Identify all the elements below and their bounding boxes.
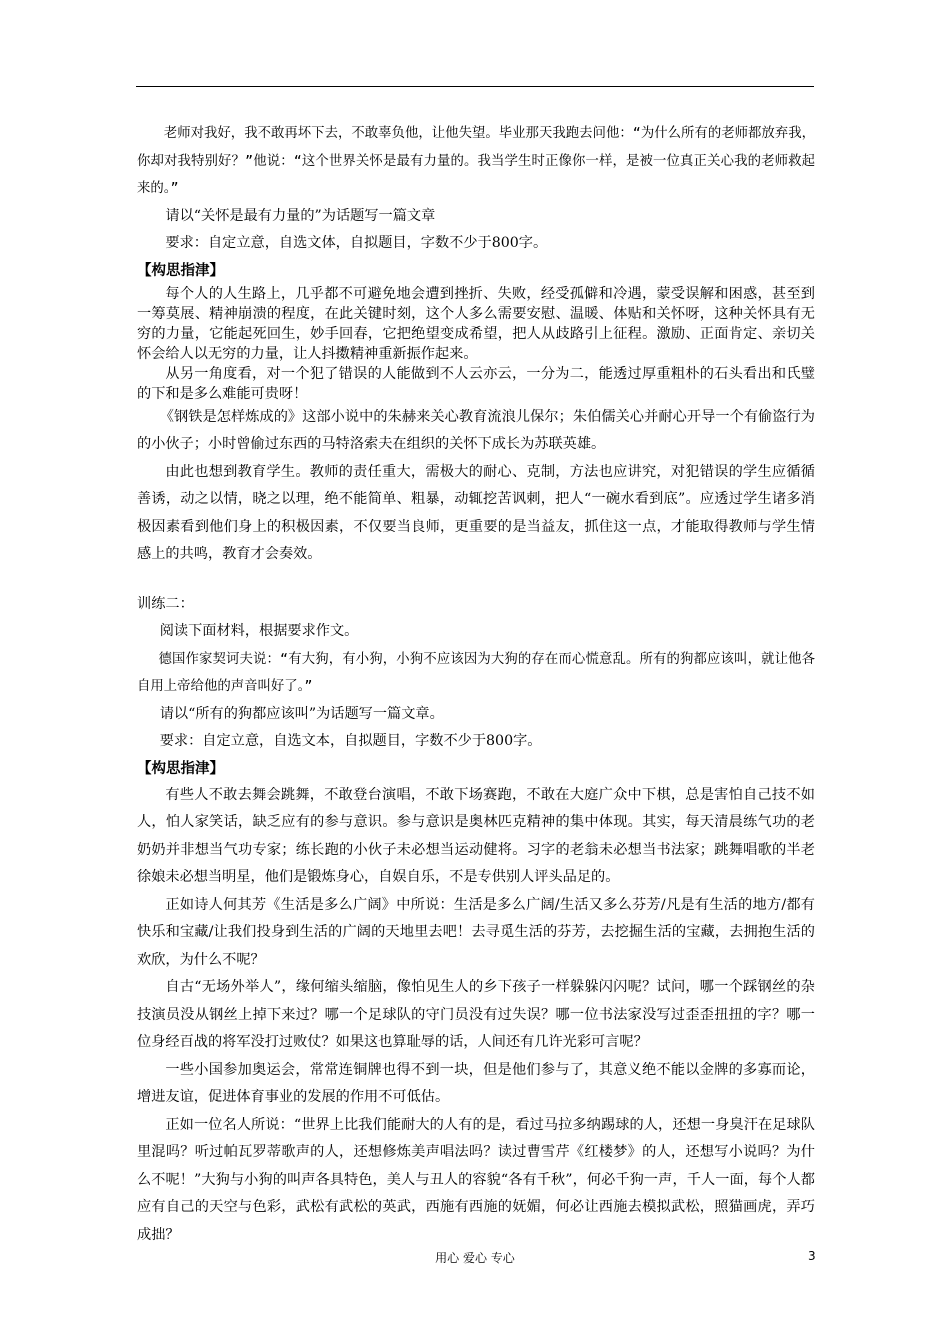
page-content xyxy=(137,120,815,1249)
footer-motto: 用心 爱心 专心 xyxy=(435,1251,515,1265)
guide-heading-2: 【构思指津】 xyxy=(137,759,224,777)
guide-paragraph: 自古“无场外举人”，缘何缩头缩脑，像怕见生人的乡下孩子一样躲躲闪闪呢？试问，哪一个踩钢丝的杂技演员没从钢丝上掉下来过？哪一个足球队的守门员没有过失误？哪一位书法家没写过歪歪扭扭的字？哪一位身经百战的将军没打过败仗？如果这也算耻辱的话，人间还有几许光彩可言呢？ xyxy=(137,979,815,1050)
topic-prompt-1: 请以“关怀是最有力量的”为话题写一篇文章 xyxy=(165,207,436,224)
guide-heading-1: 【构思指津】 xyxy=(137,261,224,279)
section-title-2: 训练二： xyxy=(137,595,194,612)
header-rule xyxy=(136,86,814,87)
guide-paragraph: 正如诗人何其芳《生活是多么广阔》中所说：生活是多么广阔/生活又多么芬芳/凡是有生活的地方/都有快乐和宝藏/让我们投身到生活的广阔的天地里去吧！去寻觅生活的芬芳，去挖掘生活的宝藏，去拥抱生活的欢欣，为什么不呢？ xyxy=(137,896,815,968)
topic-prompt-2: 请以“所有的狗都应该叫”为话题写一篇文章。 xyxy=(159,705,444,722)
requirement-2: 要求：自定立意，自选文本，自拟题目，字数不少于800字。 xyxy=(159,733,542,749)
guide-paragraph: 一些小国参加奥运会，常常连铜牌也得不到一块，但是他们参与了，其意义绝不能以金牌的多寡而论，增进友谊，促进体育事业的发展的作用不可低估。 xyxy=(137,1061,815,1105)
section-gap xyxy=(137,569,815,591)
guide-paragraph: 由此也想到教育学生。教师的责任重大，需极大的耐心、克制，方法也应讲究，对犯错误的学生应循循善诱，动之以情，晓之以理，绝不能简单、粗暴，动辄挖苦讽刺，把人“一碗水看到底”。应透过学生诸多消极因素看到他们身上的积极因素，不仅要当良师，更重要的是当益友，抓住这一点，才能取得教师与学生情感上的共鸣，教育才会奏效。 xyxy=(137,463,815,562)
guide-paragraph: 正如一位名人所说：“世界上比我们能耐大的人有的是，看过马拉多纳踢球的人，还想一身臭汗在足球队里混吗？听过帕瓦罗蒂歌声的人，还想修炼美声唱法吗？读过曹雪芹《红楼梦》的人，还想写小说吗？为什么不呢！”大狗与小狗的叫声各具特色，美人与丑人的容貌“各有千秋”，何必千狗一声，千人一面，每个人都应有自己的天空与色彩，武松有武松的英武，西施有西施的妩媚，何必让西施去模拟武松，照猫画虎，弄巧成拙？ xyxy=(137,1116,815,1243)
guide-paragraph: 从另一角度看，对一个犯了错误的人能做到不人云亦云，一分为二，能透过厚重粗朴的石头看出和氏璧的下和是多么难能可贵呀！ xyxy=(137,365,815,402)
material-quote-2: 德国作家契诃夫说：“有大狗，有小狗，小狗不应该因为大狗的存在而心慌意乱。所有的狗都应该叫，就让他各自用上帝给他的声音叫好了。” xyxy=(137,651,815,694)
material-quote-1: 老师对我好，我不敢再坏下去，不敢辜负他，让他失望。毕业那天我跑去问他：“为什么所有的老师都放弃我，你却对我特别好？”他说：“这个世界关怀是最有力量的。我当学生时正像你一样，是被一位真正关心我的老师救起来的。” xyxy=(137,126,815,196)
instruction-2: 阅读下面材料，根据要求作文。 xyxy=(159,623,359,639)
page-number: 3 xyxy=(808,1249,816,1263)
requirement-1: 要求：自定立意，自选文体，自拟题目，字数不少于800字。 xyxy=(165,235,548,251)
guide-paragraph: 有些人不敢去舞会跳舞，不敢登台演唱，不敢下场赛跑，不敢在大庭广众中下棋，总是害怕自己技不如人，怕人家笑话，缺乏应有的参与意识。参与意识是奥林匹克精神的集中体现。其实，每天清晨练气功的老奶奶并非想当气功专家；练长跑的小伙子未必想当运动健将。习字的老翁未必想当书法家；跳舞唱歌的半老徐娘未必想当明星，他们是锻炼身心，自娱自乐，不是专供别人评头品足的。 xyxy=(137,786,815,885)
guide-paragraph: 《钢铁是怎样炼成的》这部小说中的朱赫来关心教育流浪儿保尔；朱伯儒关心并耐心开导一个有偷盗行为的小伙子；小时曾偷过东西的马特洛索夫在组织的关怀下成长为苏联英雄。 xyxy=(137,408,815,452)
guide-paragraph: 每个人的人生路上，几乎都不可避免地会遭到挫折、失败，经受孤僻和冷遇，蒙受误解和困惑，甚至到一筹莫展、精神崩溃的程度，在此关键时刻，这个人多么需要安慰、温暖、体贴和关怀呀，这种关怀具有无穷的力量，它能起死回生，妙手回春，它把绝望变成希望，把人从歧路引上征程。激励、正面肯定、亲切关怀会给人以无穷的力量，让人抖擞精神重新振作起来。 xyxy=(137,285,815,362)
